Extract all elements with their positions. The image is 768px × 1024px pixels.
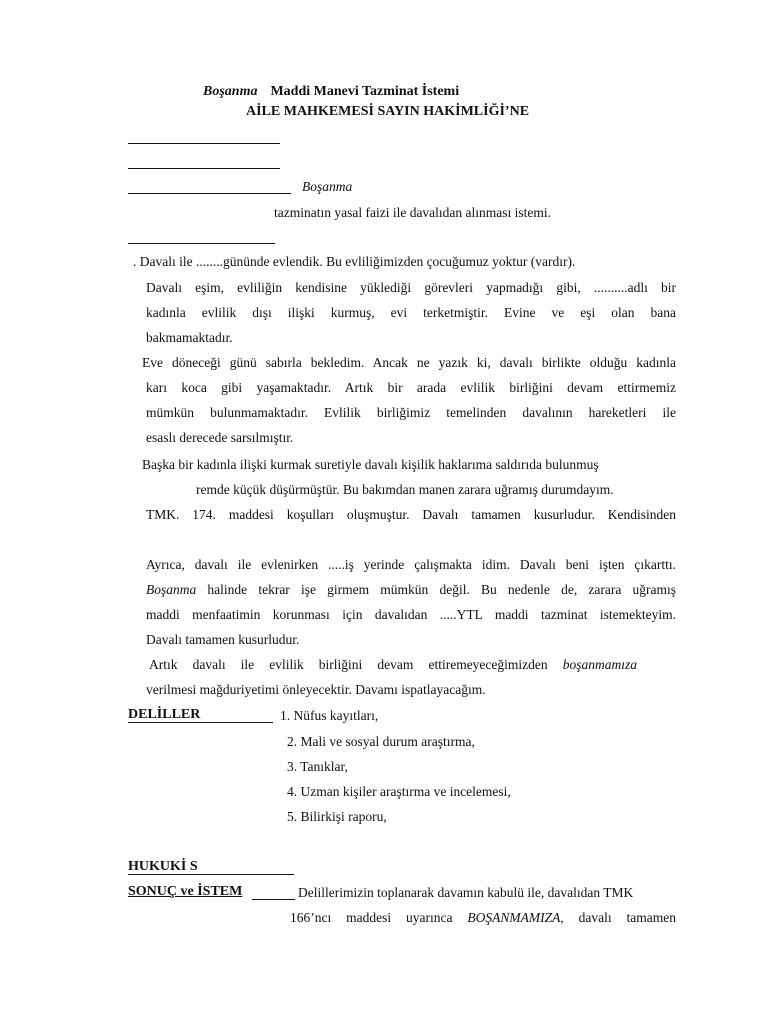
paragraph-marriage: . Davalı ile ........gününde evlendik. Bu evliliğimizden çocuğumuz yoktur (vardır). <box>133 254 576 269</box>
paragraph-6-line-1-a: Artık davalı ile evlilik birliğini devam ettiremeyeceğimizden <box>149 657 548 672</box>
document-subject <box>203 84 459 100</box>
subject-italic: Boşanma <box>203 84 258 99</box>
paragraph-5-italic: Boşanma <box>146 582 197 597</box>
paragraph-5-line-2-rest: halinde tekrar işe girmem mümkün değil. Bu nedenle de, zarara uğramış <box>207 582 676 597</box>
conclusion-heading-underline <box>252 899 295 900</box>
paragraph-5-line-2 <box>146 582 676 598</box>
evidence-heading: DELİLLER <box>128 707 201 722</box>
conclusion-line-1: Delillerimizin toplanarak davamın kabulü ile, davalıdan TMK <box>298 885 634 900</box>
paragraph-3-line-4: esaslı derecede sarsılmıştır. <box>146 430 294 445</box>
paragraph-6-italic: boşanmamıza <box>562 657 638 672</box>
subject-rest: Maddi Manevi Tazminat İstemi <box>270 84 460 99</box>
paragraph-3-line-3: mümkün bulunmamaktadır. Evlilik birliğimiz temelinden davalının hareketleri ile <box>146 405 676 420</box>
legal-heading: HUKUKİ S <box>128 859 198 874</box>
paragraph-5-line-4: Davalı tamamen kusurludur. <box>146 632 300 647</box>
conclusion-italic: BOŞANMAMIZA <box>467 910 561 925</box>
legal-heading-underline <box>128 874 294 875</box>
paragraph-2-line-1: Davalı eşim, evliliğin kendisine yüklediği görevleri yapmadığı gibi, ..........adlı bir <box>146 280 676 295</box>
evidence-item: 2. Mali ve sosyal durum araştırma, <box>287 734 475 749</box>
paragraph-3-line-2: karı koca gibi yaşamaktadır. Artık bir arada evlilik birliğini devam ettirmemiz <box>146 380 676 395</box>
blank-line-defendant <box>128 193 291 194</box>
conclusion-line-2 <box>290 910 676 926</box>
paragraph-6-line-1 <box>149 657 637 673</box>
paragraph-2-line-2: kadınla evlilik dışı ilişki kurmuş, evi terketmiştir. Evine ve eşi olan bana <box>146 305 676 320</box>
paragraph-6-line-2: verilmesi mağduriyetimi önleyecektir. Davamı ispatlayacağım. <box>146 682 486 697</box>
court-title: AİLE MAHKEMESİ SAYIN HAKİMLİĞİ’NE <box>246 104 530 119</box>
conclusion-line-2-b: , davalı tamamen <box>560 910 677 925</box>
request-line: tazminatın yasal faizi ile davalıdan alınması istemi. <box>274 205 552 220</box>
paragraph-4-line-1: Başka bir kadınla ilişki kurmak suretiyle davalı kişilik haklarıma saldırıda bulunmuş <box>142 457 599 472</box>
evidence-item: 1. Nüfus kayıtları, <box>280 708 379 723</box>
blank-line-attorney <box>128 168 280 169</box>
paragraph-4-line-3: TMK. 174. maddesi koşulları oluşmuştur. Davalı tamamen kusurludur. Kendisinden <box>146 507 676 522</box>
evidence-item: 4. Uzman kişiler araştırma ve incelemesi, <box>287 784 511 799</box>
subject-label: Boşanma <box>302 179 353 194</box>
paragraph-4-line-2: remde küçük düşürmüştür. Bu bakımdan manen zarara uğramış durumdayım. <box>196 482 614 497</box>
paragraph-2-line-3: bakmamaktadır. <box>146 330 233 345</box>
evidence-heading-underline <box>128 722 273 723</box>
paragraph-3-line-1: Eve döneceği günü sabırla bekledim. Ancak ne yazık ki, davalı birlikte olduğu kadınla <box>142 355 676 370</box>
blank-line-explanations <box>128 243 275 244</box>
paragraph-5-line-3: maddi menfaatimin korunması için davalıdan .....YTL maddi tazminat istemekteyim. <box>146 607 676 622</box>
blank-line-plaintiff <box>128 143 280 144</box>
conclusion-heading: SONUÇ ve İSTEM <box>128 884 243 899</box>
evidence-item: 3. Tanıklar, <box>287 759 348 774</box>
paragraph-5-line-1: Ayrıca, davalı ile evlenirken .....iş yerinde çalışmakta idim. Davalı beni işten çıkarttı. <box>146 557 676 572</box>
evidence-item: 5. Bilirkişi raporu, <box>287 809 387 824</box>
conclusion-line-2-a: 166’ncı maddesi uyarınca <box>290 910 453 925</box>
